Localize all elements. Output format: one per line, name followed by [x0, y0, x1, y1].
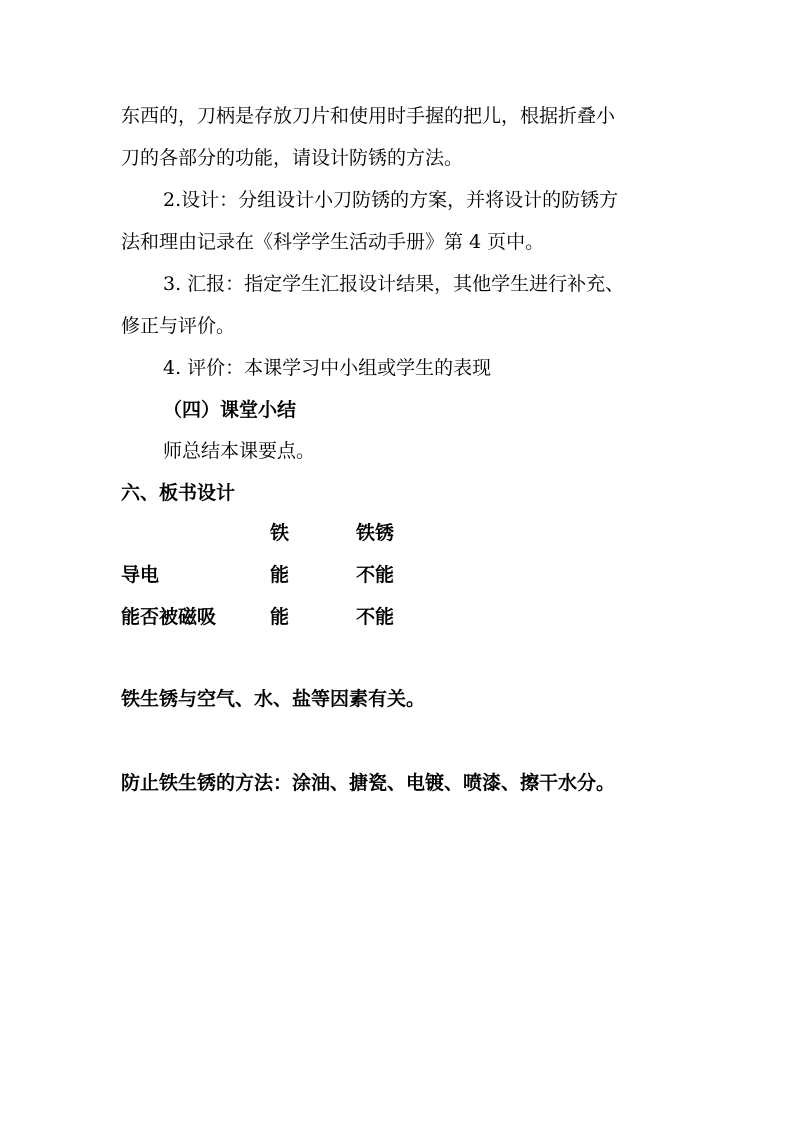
- table-header-iron: 铁: [270, 522, 290, 544]
- table-cell: 能: [270, 606, 290, 628]
- paragraph-evaluation-step: 4. 评价：本课学习中小组或学生的表现: [163, 357, 492, 379]
- paragraph-line: 修正与评价。: [121, 315, 236, 337]
- paragraph-line: 法和理由记录在《科学学生活动手册》第 4 页中。: [121, 231, 545, 253]
- table-cell: 不能: [356, 564, 395, 586]
- paragraph-report-step: 3. 汇报：指定学生汇报设计结果，其他学生进行补充、: [163, 273, 625, 295]
- rust-factors-statement: 铁生锈与空气、水、盐等因素有关。: [121, 688, 426, 710]
- paragraph-line: 刀的各部分的功能，请设计防锈的方法。: [121, 147, 464, 169]
- table-row-label: 导电: [121, 564, 160, 586]
- table-header-rust: 铁锈: [356, 522, 395, 544]
- paragraph-design-step: 2.设计：分组设计小刀防锈的方案，并将设计的防锈方: [163, 189, 619, 211]
- table-row-label: 能否被磁吸: [121, 606, 217, 628]
- summary-text: 师总结本课要点。: [163, 440, 316, 462]
- rust-prevention-statement: 防止铁生锈的方法：涂油、搪瓷、电镀、喷漆、擦干水分。: [121, 772, 616, 794]
- section-heading-summary: （四）课堂小结: [163, 399, 297, 421]
- table-cell: 不能: [356, 606, 395, 628]
- paragraph-line: 东西的，刀柄是存放刀片和使用时手握的把儿，根据折叠小: [121, 105, 616, 127]
- section-heading-board-design: 六、板书设计: [121, 482, 236, 504]
- table-cell: 能: [270, 564, 290, 586]
